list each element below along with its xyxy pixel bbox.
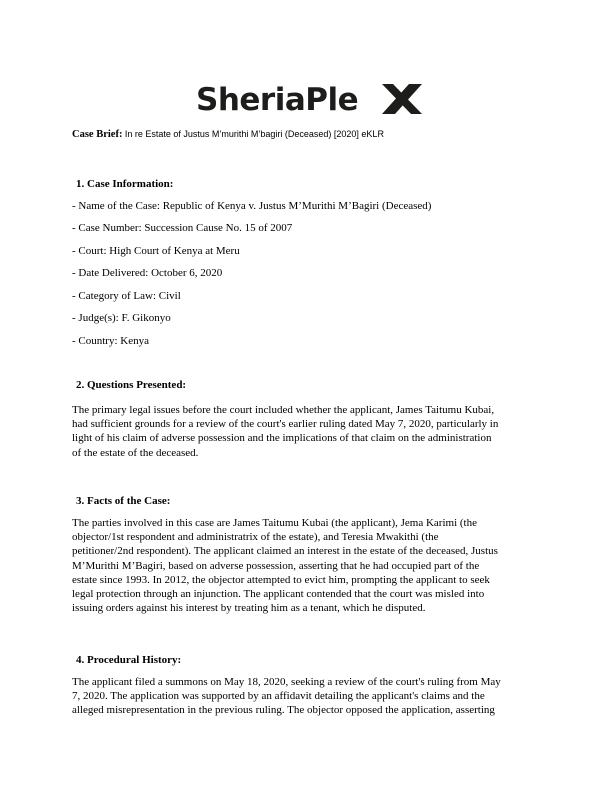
section-heading-facts: 3. Facts of the Case: (76, 495, 171, 507)
section-heading-questions-presented: 2. Questions Presented: (76, 379, 187, 391)
date-delivered-line: - Date Delivered: October 6, 2020 (72, 267, 223, 279)
case-brief-title: In re Estate of Justus M’murithi M’bagiri (Deceased) [2020] eKLR (124, 129, 384, 139)
case-brief-label: Case Brief: (72, 129, 123, 140)
category-line: - Category of Law: Civil (72, 290, 181, 302)
paragraph-line: 7, 2020. The application was supported by an affidavit detailing the applicant's claims and the (72, 690, 485, 703)
procedural-history-paragraph (72, 675, 542, 718)
paragraph-line: The primary legal issues before the court included whether the applicant, James Taitumu Kubai, (72, 404, 495, 416)
judges-line: - Judge(s): F. Gikonyo (72, 312, 171, 324)
sheriaplex-logo (196, 80, 426, 120)
case-brief-line (72, 127, 384, 142)
section-heading-case-information: 1. Case Information: (76, 178, 174, 190)
paragraph-line: of the estate of the deceased. (72, 446, 199, 459)
paragraph-line: The parties involved in this case are James Taitumu Kubai (the applicant), Jema Karimi (the (72, 517, 477, 529)
paragraph-line: estate since 1993. In 2012, the objector attempted to evict him, prompting the applicant to seek (72, 573, 490, 586)
paragraph-line: issuing orders against his interest by treating him as a tenant, which he disputed. (72, 602, 426, 615)
logo-text: SheriaPle (196, 82, 359, 118)
paragraph-line: legal protection through an injunction. The applicant contended that the court was misled into (72, 588, 485, 601)
paragraph-line: objector/1st respondent and administratrix of the estate), and Teresia Mwakithi (the (72, 531, 439, 544)
paragraph-line: petitioner/2nd respondent). The applicant claimed an interest in the estate of the deceased, Justus (72, 545, 498, 558)
country-line: - Country: Kenya (72, 335, 149, 347)
case-number-line: - Case Number: Succession Cause No. 15 of 2007 (72, 222, 293, 234)
section-heading-procedural-history: 4. Procedural History: (76, 654, 182, 666)
court-line: - Court: High Court of Kenya at Meru (72, 245, 240, 257)
case-name-line: - Name of the Case: Republic of Kenya v. Justus M’Murithi M’Bagiri (Deceased) (72, 200, 432, 212)
facts-paragraph (72, 516, 542, 615)
paragraph-line: had sufficient grounds for a review of the court's earlier ruling dated May 7, 2020, particularly in (72, 418, 499, 431)
paragraph-line: M’Murithi M’Bagiri, based on adverse possession, asserting that he had occupied part of the (72, 559, 480, 572)
logo-x-mark-icon (380, 82, 424, 116)
paragraph-line: alleged misrepresentation in the previous ruling. The objector opposed the application, asserting (72, 704, 495, 717)
questions-presented-paragraph (72, 403, 542, 460)
paragraph-line: The applicant filed a summons on May 18, 2020, seeking a review of the court's ruling from May (72, 676, 501, 688)
paragraph-line: light of his claim of adverse possession and the implications of that claim on the administration (72, 432, 492, 445)
